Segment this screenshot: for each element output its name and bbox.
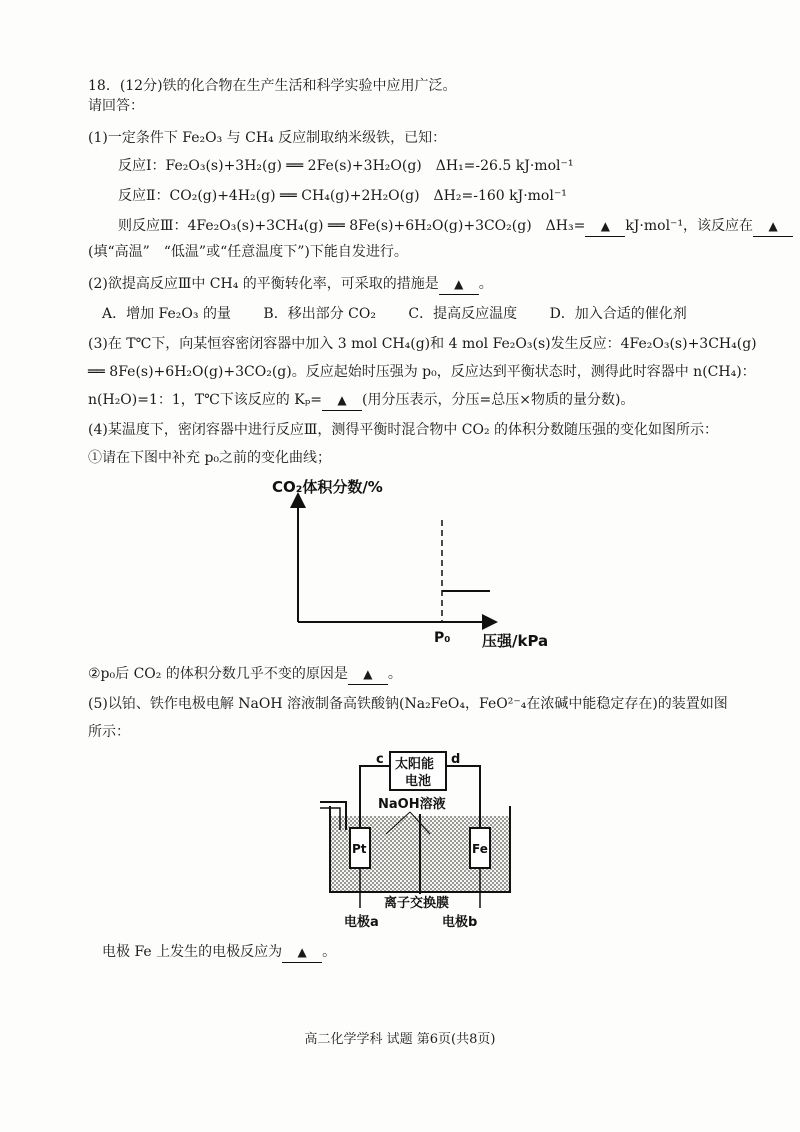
solar-battery-label-1: 太阳能 xyxy=(395,757,435,772)
question-prompt: 请回答： xyxy=(88,98,144,114)
part1-fill-hint: (填“高温” “低温”或“任意温度下”)下能自发进行。 xyxy=(88,244,408,260)
reaction-3: 则反应Ⅲ：4Fe₂O₃(s)+3CH₄(g) ══ 8Fe(s)+6H₂O(g)+3CO₂(g) ΔH₃= ▲ kJ·mol⁻¹，该反应在 ▲ xyxy=(118,216,760,237)
option-c: C．提高反应温度 xyxy=(408,306,518,322)
question-title: 18．(12分)铁的化合物在生产生活和科学实验中应用广泛。 xyxy=(88,78,457,94)
electrode-pt-label: Pt xyxy=(352,842,367,856)
solution-label: NaOH溶液 xyxy=(378,797,446,812)
answer-blank: ▲ xyxy=(753,216,793,237)
electrode-fe-label: Fe xyxy=(472,842,488,856)
part2-question: (2)欲提高反应Ⅲ中 CH₄ 的平衡转化率，可采取的措施是 ▲ 。 xyxy=(88,274,760,295)
answer-blank: ▲ xyxy=(282,942,322,963)
y-axis-label: CO₂体积分数/% xyxy=(272,478,383,496)
answer-blank: ▲ xyxy=(348,664,388,685)
reaction-2: 反应Ⅱ：CO₂(g)+4H₂(g) ══ CH₄(g)+2H₂O(g) ΔH₂=-160 kJ·mol⁻¹ xyxy=(118,188,567,204)
option-d: D．加入合适的催化剂 xyxy=(549,306,687,322)
part3-line1: (3)在 T℃下，向某恒容密闭容器中加入 3 mol CH₄(g)和 4 mol Fe₂O₃(s)发生反应：4Fe₂O₃(s)+3CH₄(g) xyxy=(88,336,757,352)
terminal-c: c xyxy=(376,752,384,767)
option-a: A．增加 Fe₂O₃ 的量 xyxy=(102,306,231,322)
p0-label: P₀ xyxy=(434,630,451,646)
part4-line1: (4)某温度下，密闭容器中进行反应Ⅲ，测得平衡时混合物中 CO₂ 的体积分数随压强的变化如图所示： xyxy=(88,422,719,438)
part3-line3: n(H₂O)=1：1，T℃下该反应的 Kₚ= ▲ (用分压表示，分压=总压×物质的量分数)。 xyxy=(88,390,760,411)
solar-battery-label-2: 电池 xyxy=(405,774,432,789)
answer-blank: ▲ xyxy=(585,216,625,237)
electrode-b-label: 电极b xyxy=(442,915,478,930)
page-footer: 高二化学学科 试题 第6页(共8页) xyxy=(304,1032,496,1047)
part3-line2: ══ 8Fe(s)+6H₂O(g)+3CO₂(g)。反应起始时压强为 p₀，反应达到平衡状态时，测得此时容器中 n(CH₄)： xyxy=(88,364,756,380)
membrane-label: 离子交换膜 xyxy=(384,896,450,911)
answer-blank: ▲ xyxy=(439,274,479,295)
part4-question2: ②p₀后 CO₂ 的体积分数几乎不变的原因是 ▲ 。 xyxy=(88,664,760,685)
part5-line2: 所示： xyxy=(88,724,130,740)
terminal-d: d xyxy=(451,752,461,767)
reaction-1: 反应Ⅰ：Fe₂O₃(s)+3H₂(g) ══ 2Fe(s)+3H₂O(g) ΔH₁=-26.5 kJ·mol⁻¹ xyxy=(118,158,574,174)
answer-blank: ▲ xyxy=(322,390,362,411)
electrode-a-label: 电极a xyxy=(344,915,379,930)
part4-line2: ①请在下图中补充 p₀之前的变化曲线； xyxy=(88,450,332,466)
part5-question: 电极 Fe 上发生的电极反应为 ▲ 。 xyxy=(102,942,760,963)
electrolysis-apparatus xyxy=(310,744,530,934)
co2-pressure-graph xyxy=(250,470,580,660)
x-axis-label: 压强/kPa xyxy=(482,632,549,650)
part5-line1: (5)以铂、铁作电极电解 NaOH 溶液制备高铁酸钠(Na₂FeO₄，FeO²⁻₄在浓碱中能稳定存在)的装置如图 xyxy=(88,696,728,712)
part1-intro: (1)一定条件下 Fe₂O₃ 与 CH₄ 反应制取纳米级铁，已知： xyxy=(88,130,447,146)
option-b: B．移出部分 CO₂ xyxy=(263,306,376,322)
part2-options xyxy=(102,304,760,324)
